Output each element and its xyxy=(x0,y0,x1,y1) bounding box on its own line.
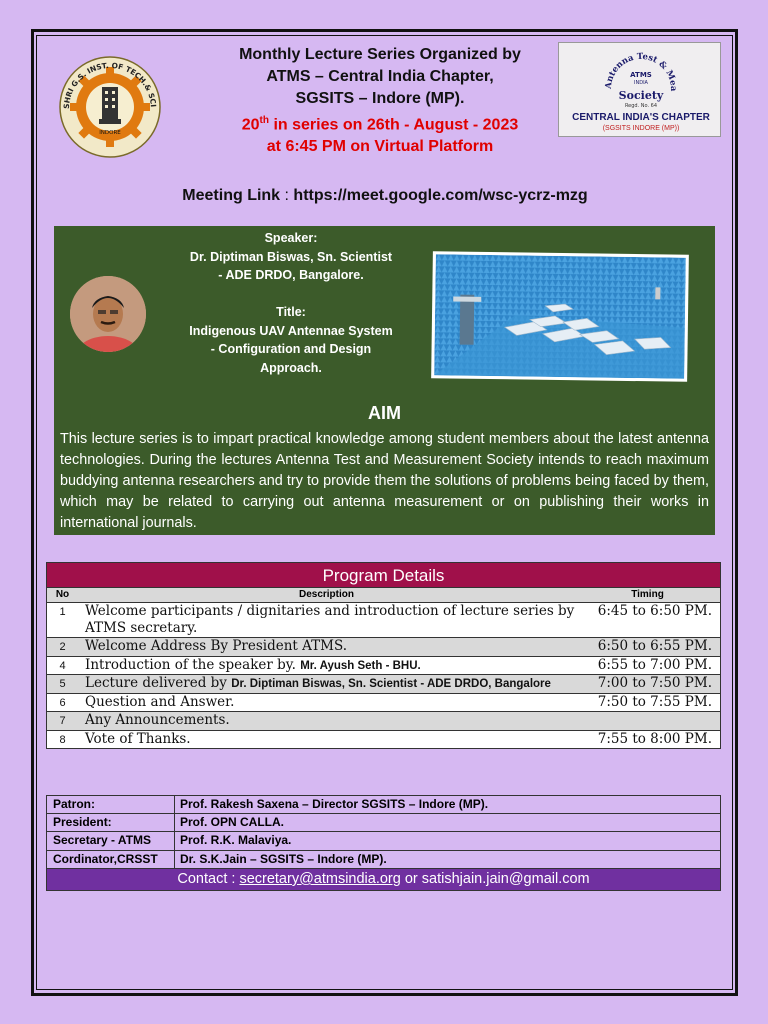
row-number: 6 xyxy=(59,696,66,709)
row-timing: 6:55 to 7:00 PM. xyxy=(597,656,712,673)
speaker-name: Dr. Diptiman Biswas, Sn. Scientist xyxy=(189,249,393,264)
row-number: 2 xyxy=(59,641,66,653)
organizer-row xyxy=(46,832,721,851)
atms-chapter-logo xyxy=(558,42,721,137)
organizer-name: Dr. S.K.Jain – SGSITS – Indore (MP). xyxy=(180,851,387,866)
svg-text:SHRI G.S. INST. OF TECH.& SCIE: SHRI G.S. INST. OF TECH.& SCI xyxy=(61,60,158,110)
row-timing: 6:45 to 6:50 PM. xyxy=(597,603,712,619)
row-number: 1 xyxy=(59,606,66,618)
header-line-1: Monthly Lecture Series Organized by xyxy=(239,46,521,63)
organizer-name: Prof. OPN CALLA. xyxy=(180,814,284,829)
header-line-3: SGSITS – Indore (MP). xyxy=(295,90,465,107)
sgsits-logo xyxy=(55,55,165,160)
row-description: Vote of Thanks. xyxy=(85,730,191,747)
talk-title-line-2: - Configuration and Design xyxy=(210,342,372,356)
row-description: Question and Answer. xyxy=(85,693,235,710)
header-time-platform: at 6:45 PM on Virtual Platform xyxy=(266,138,494,156)
row-number: 7 xyxy=(59,715,66,727)
svg-text:CENTRAL INDIA'S CHAPTER: CENTRAL INDIA'S CHAPTER xyxy=(572,112,710,123)
organizer-role: Patron: xyxy=(47,796,175,813)
row-description: Welcome participants / dignitaries and introduction of lecture series by ATMS secretary. xyxy=(85,603,575,636)
organizer-row xyxy=(46,795,721,814)
table-row xyxy=(46,638,721,657)
organizer-rows xyxy=(46,795,721,869)
svg-text:ATMS: ATMS xyxy=(630,71,652,79)
row-timing xyxy=(575,712,720,730)
row-number: 4 xyxy=(59,659,66,672)
header-line-2: ATMS – Central India Chapter, xyxy=(266,68,494,85)
row-description: Lecture delivered by Dr. Diptiman Biswas, Sn. Scientist - ADE DRDO, Bangalore xyxy=(85,675,551,691)
meeting-link-label: Meeting Link xyxy=(182,187,281,204)
row-timing: 6:50 to 6:55 PM. xyxy=(597,638,712,654)
col-header-timing: Timing xyxy=(631,589,664,600)
col-header-description: Description xyxy=(298,589,354,600)
contact-email-coordinator[interactable]: satishjain.jain@gmail.com xyxy=(421,871,590,887)
program-details-table xyxy=(46,562,721,749)
speaker-label: Speaker: xyxy=(264,231,318,245)
organizer-role: President: xyxy=(47,814,175,832)
talk-title-label: Title: xyxy=(276,305,306,319)
row-timing: 7:50 to 7:55 PM. xyxy=(597,693,712,710)
meeting-link-line: Meeting Link : https://meet.google.com/wsc-ycrz-mzg xyxy=(182,187,588,204)
row-number: 8 xyxy=(59,733,66,746)
meeting-link-url[interactable]: https://meet.google.com/wsc-ycrz-mzg xyxy=(293,187,588,204)
program-details-heading: Program Details xyxy=(46,562,721,588)
table-row xyxy=(46,657,721,676)
row-description: Welcome Address By President ATMS. xyxy=(85,638,348,654)
organizer-row xyxy=(46,851,721,870)
speaker-aim-panel xyxy=(54,226,715,535)
row-description: Any Announcements. xyxy=(85,712,230,728)
table-row xyxy=(46,675,721,694)
organizer-role: Cordinator,CRSST xyxy=(47,851,175,869)
row-timing: 7:55 to 8:00 PM. xyxy=(597,730,712,747)
row-number: 5 xyxy=(59,678,66,690)
col-header-no: No xyxy=(55,589,70,600)
aim-paragraph: This lecture series is to impart practical knowledge among student members about the latest antenna technologies. During the lectures Antenna Test and Measurement Society intends to reach maximum buddying antenna researchers and try to provide them the solutions of problems being faced by them, which may be related to carrying out antenna measurement or on publishing their works in international journals. xyxy=(60,431,709,531)
organizer-name: Prof. R.K. Malaviya. xyxy=(180,833,292,847)
table-row xyxy=(46,712,721,731)
svg-text:Society: Society xyxy=(618,89,664,102)
organizers-table xyxy=(46,795,721,891)
table-row xyxy=(46,603,721,638)
organizer-name: Prof. Rakesh Saxena – Director SGSITS – Indore (MP). xyxy=(180,797,489,811)
program-rows xyxy=(46,603,721,749)
table-row xyxy=(46,694,721,713)
event-header xyxy=(180,44,580,158)
speaker-photo xyxy=(70,276,146,352)
speaker-affiliation: - ADE DRDO, Bangalore. xyxy=(218,268,364,282)
header-series-date: 20th in series on 26th - August - 2023 xyxy=(241,115,519,134)
contact-email-secretary[interactable]: secretary@atmsindia.org xyxy=(239,871,401,887)
table-row xyxy=(46,731,721,750)
organizer-row xyxy=(46,814,721,833)
svg-text:(SGSITS INDORE (MP)): (SGSITS INDORE (MP)) xyxy=(602,125,680,132)
speaker-info xyxy=(168,229,414,377)
svg-text:INDIA: INDIA xyxy=(634,80,648,86)
program-column-headers xyxy=(46,588,721,603)
svg-text:INDORE: INDORE xyxy=(99,130,121,136)
contact-bar: Contact : secretary@atmsindia.org or satishjain.jain@gmail.com xyxy=(46,869,721,891)
row-description: Introduction of the speaker by. Mr. Ayush Seth - BHU. xyxy=(85,656,421,673)
svg-text:Antenna Test & Measurement: Antenna Test & Mea xyxy=(603,51,679,92)
organizer-role: Secretary - ATMS xyxy=(47,832,175,850)
talk-title-line-1: Indigenous UAV Antennae System xyxy=(189,323,393,338)
row-timing: 7:00 to 7:50 PM. xyxy=(597,675,712,691)
anechoic-chamber-photo xyxy=(431,251,689,382)
aim-heading: AIM xyxy=(368,403,401,423)
talk-title-line-3: Approach. xyxy=(260,360,322,375)
svg-text:Regd. No. 64: Regd. No. 64 xyxy=(624,103,658,109)
